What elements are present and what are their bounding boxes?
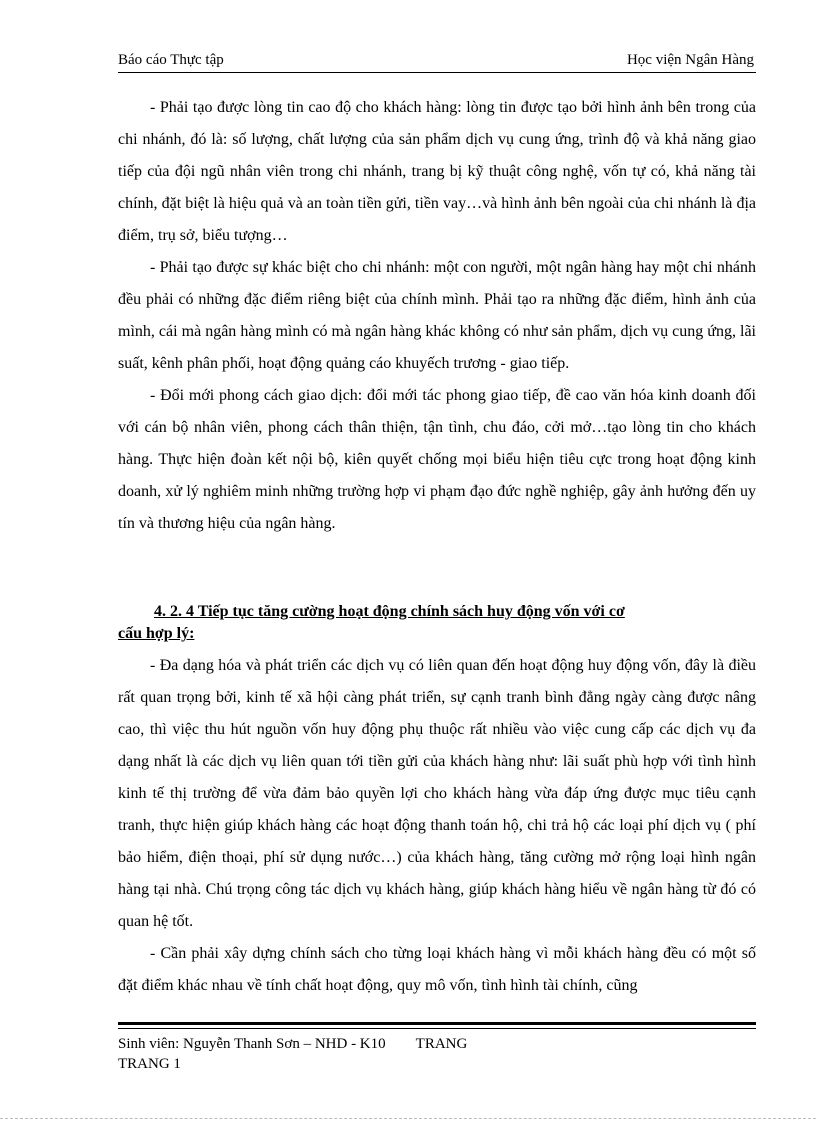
- section-heading-line1: 4. 2. 4 Tiếp tục tăng cường hoạt động chính sách huy động vốn với cơ: [154, 603, 625, 620]
- paragraph-difference: - Phải tạo được sự khác biệt cho chi nhánh: một con người, một ngân hàng hay một chi nhánh đều phải có những đặc điểm riêng biệt của chính mình. Phải tạo ra những đặc điểm, hình ảnh của mình, cái mà ngân hàng mình có mà ngân hàng khác không có như sản phẩm, dịch vụ cung ứng, lãi suất, kênh phân phối, hoạt động quảng cáo khuyếch trương - giao tiếp.: [118, 259, 756, 372]
- paragraph-customer-policy: - Cần phải xây dựng chính sách cho từng loại khách hàng vì mỗi khách hàng đều có một số đặt điểm khác nhau về tính chất hoạt động, quy mô vốn, tình hình tài chính, cũng: [118, 945, 756, 994]
- header-rule: [118, 72, 756, 73]
- paragraph-transaction-style: - Đổi mới phong cách giao dịch: đổi mới tác phong giao tiếp, đề cao văn hóa kinh doanh đối với cán bộ nhân viên, phong cách thân thiện, tận tình, chu đáo, cởi mở…tạo lòng tin cho khách hàng. Thực hiện đoàn kết nội bộ, kiên quyết chống mọi biểu hiện tiêu cực trong hoạt động kinh doanh, xử lý nghiêm minh những trường hợp vi phạm đạo đức nghề nghiệp, gây ảnh hưởng đến uy tín và thương hiệu của ngân hàng.: [118, 387, 756, 532]
- header-right: Học viện Ngân Hàng: [626, 52, 754, 68]
- body-top: [118, 92, 756, 540]
- footer-rule-thick: [118, 1022, 756, 1025]
- footer-page-number: TRANG 1: [118, 1056, 181, 1072]
- paragraph-trust: - Phải tạo được lòng tin cao độ cho khách hàng: lòng tin được tạo bởi hình ảnh bên trong của chi nhánh, đó là: số lượng, chất lượng của sản phẩm dịch vụ cung ứng, trình độ và khả năng giao tiếp của đội ngũ nhân viên trong chi nhánh, trang bị kỹ thuật công nghệ, vốn tự có, khả năng tài chính, đặt biệt là hiệu quả và an toàn tiền gửi, tiền vay…và hình ảnh bên ngoài của chi nhánh là địa điểm, trụ sở, biểu tượng…: [118, 99, 756, 244]
- header-left: Báo cáo Thực tập: [118, 52, 224, 68]
- body-bottom: [118, 650, 756, 1002]
- footer-rule-thin: [118, 1028, 756, 1029]
- footer-trang: TRANG: [415, 1036, 468, 1052]
- page-bottom-border: [0, 1118, 816, 1119]
- section-heading-line2: cấu hợp lý:: [118, 625, 195, 642]
- footer: [118, 1034, 467, 1074]
- paragraph-diversify: - Đa dạng hóa và phát triển các dịch vụ có liên quan đến hoạt động huy động vốn, đây là điều rất quan trọng bởi, kinh tế xã hội càng phát triển, sự cạnh tranh bình đẳng ngày càng được nâng cao, thì việc thu hút nguồn vốn huy động phụ thuộc rất nhiều vào việc cung cấp các dịch vụ đa dạng nhất là các dịch vụ liên quan tới tiền gửi của khách hàng như: lãi suất phù hợp với tình hình kinh tế thị trường để vừa đảm bảo quyền lợi cho khách hàng vừa đáp ứng được mục tiêu cạnh tranh, thực hiện giúp khách hàng các hoạt động thanh toán hộ, chi trả hộ các loại phí dịch vụ ( phí bảo hiểm, điện thoại, phí sử dụng nước…) của khách hàng, tăng cường mở rộng loại hình ngân hàng tại nhà. Chú trọng công tác dịch vụ khách hàng, giúp khách hàng hiểu về ngân hàng từ đó có quan hệ tốt.: [118, 657, 756, 930]
- footer-student: Sinh viên: Nguyễn Thanh Sơn – NHD - K10: [118, 1036, 386, 1052]
